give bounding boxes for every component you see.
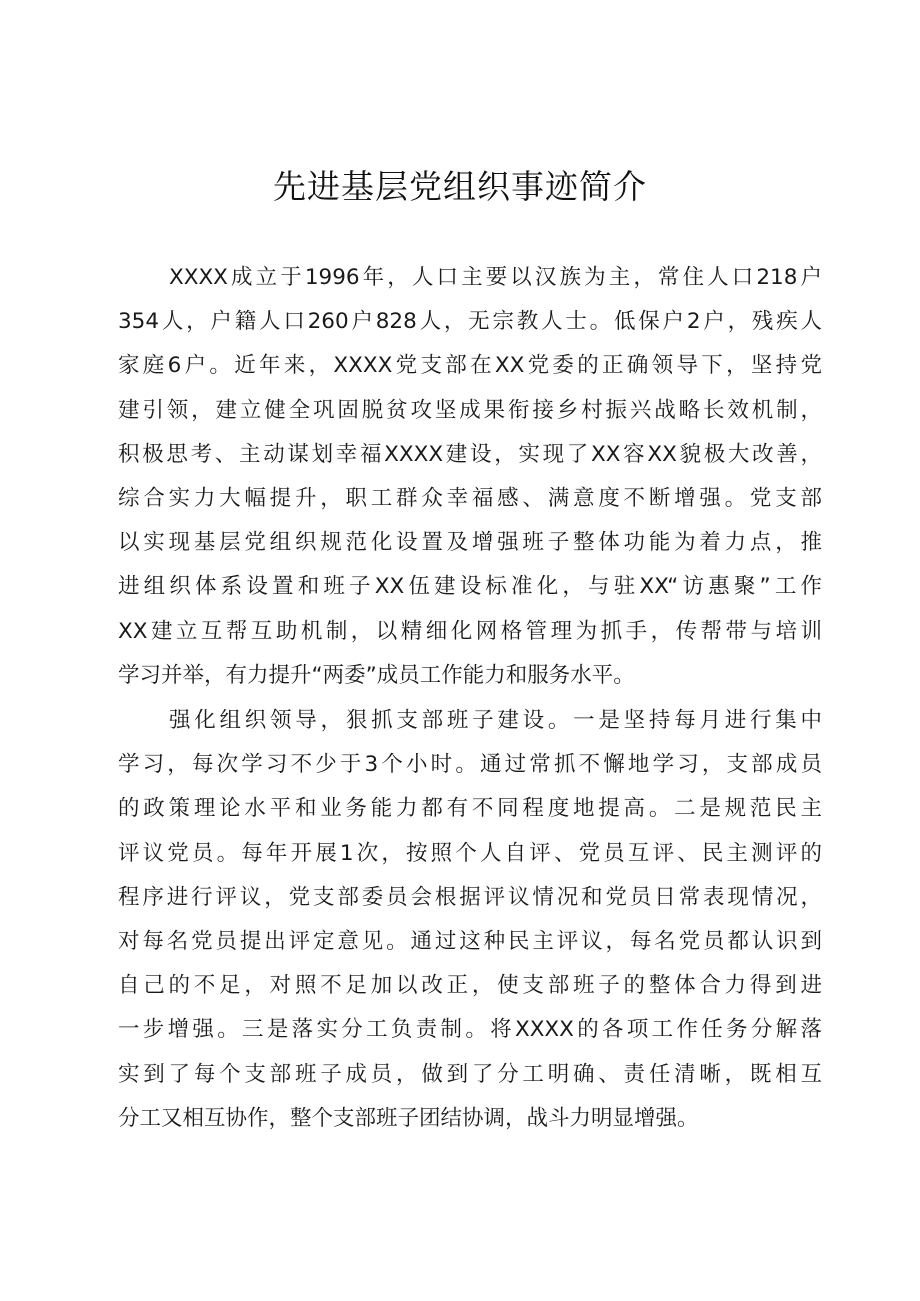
paragraph-line: 以实现基层党组织规范化设置及增强班子整体功能为着力点，推 — [118, 530, 822, 556]
paragraph-line: XXXX成立于1996年，人口主要以汉族为主，常住人口218户 — [169, 265, 822, 290]
paragraph-line: 家庭6户。近年来，XXXX党支部在XX党委的正确领导下，坚持党 — [118, 353, 822, 379]
paragraph-line: 实到了每个支部班子成员，做到了分工明确、责任清晰，既相互 — [118, 1061, 822, 1087]
paragraph-line: 自己的不足，对照不足加以改正，使支部班子的整体合力得到进 — [118, 973, 822, 999]
paragraph-line: 354人，户籍人口260户828人，无宗教人士。低保户2户，残疾人 — [118, 309, 822, 335]
paragraph-line: 强化组织领导，狠抓支部班子建设。一是坚持每月进行集中 — [169, 708, 822, 733]
paragraph-line: 建引领，建立健全巩固脱贫攻坚成果衔接乡村振兴战略长效机制， — [118, 397, 822, 423]
paragraph-line: 一步增强。三是落实分工负责制。将XXXX的各项工作任务分解落 — [118, 1017, 822, 1043]
paragraph-line: 程序进行评议，党支部委员会根据评议情况和党员日常表现情况， — [118, 884, 822, 910]
paragraph-line: 学习，每次学习不少于3个小时。通过常抓不懈地学习，支部成员 — [118, 752, 822, 778]
document-title: 先进基层党组织事迹简介 — [273, 167, 647, 206]
paragraph-line: 分工又相互协作，整个支部班子团结协调，战斗力明显增强。 — [118, 1105, 699, 1131]
paragraph-line: 积极思考、主动谋划幸福XXXX建设，实现了XX容XX貌极大改善， — [118, 441, 822, 467]
paragraph-line: 的政策理论水平和业务能力都有不同程度地提高。二是规范民主 — [118, 796, 822, 822]
paragraph-line: 综合实力大幅提升，职工群众幸福感、满意度不断增强。党支部 — [118, 485, 822, 511]
paragraph-line: 对每名党员提出评定意见。通过这种民主评议，每名党员都认识到 — [118, 928, 822, 954]
paragraph-line: XX建立互帮互助机制，以精细化网格管理为抓手，传帮带与培训 — [118, 618, 822, 644]
paragraph-2 — [118, 699, 822, 1141]
paragraph-line: 学习并举，有力提升“两委”成员工作能力和服务水平。 — [118, 662, 635, 688]
paragraph-1 — [118, 256, 822, 698]
paragraph-line: 进组织体系设置和班子XX伍建设标准化，与驻XX“访惠聚”工作 — [118, 574, 822, 600]
paragraph-line: 评议党员。每年开展1次，按照个人自评、党员互评、民主测评的 — [118, 840, 822, 866]
